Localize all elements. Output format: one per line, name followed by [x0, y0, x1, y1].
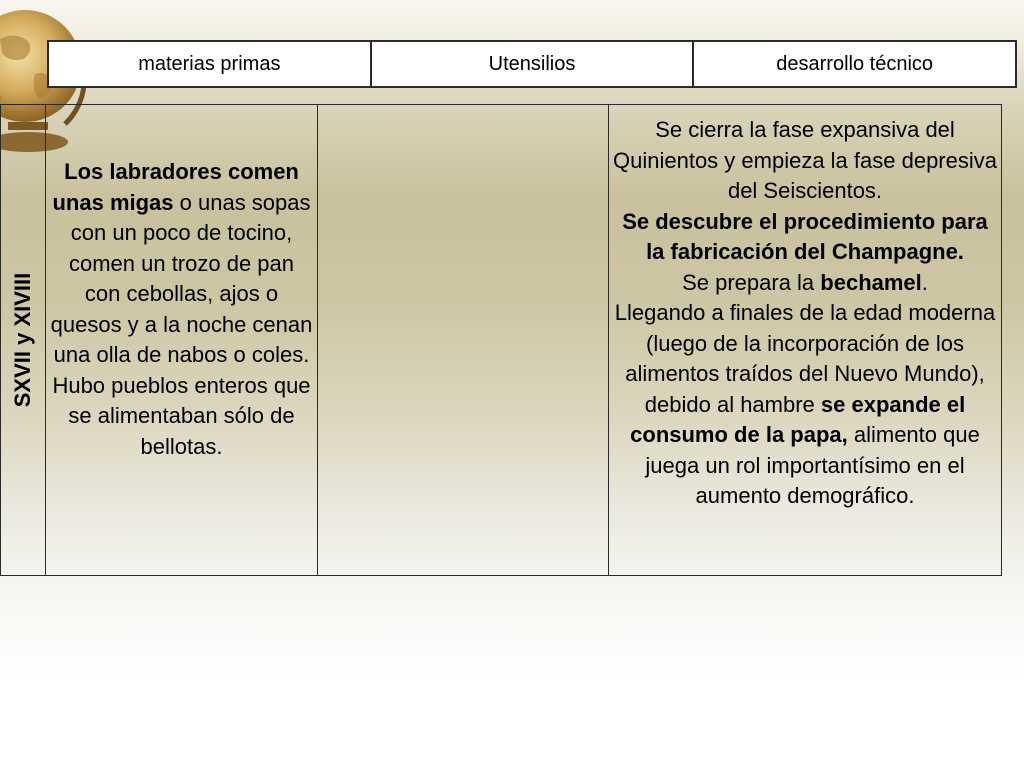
header-materias-primas: materias primas	[48, 41, 371, 87]
desarrollo-p1: Se cierra la fase expansiva del Quinientos y empieza la fase depresiva del Seiscientos.	[613, 117, 997, 203]
desarrollo-p3-bold: bechamel	[820, 269, 922, 295]
desarrollo-tecnico-cell	[609, 105, 1002, 576]
desarrollo-p2-bold: Se descubre el procedimiento para la fabricación del Champagne.	[622, 208, 988, 264]
utensilios-cell	[318, 105, 609, 576]
header-desarrollo-tecnico: desarrollo técnico	[693, 41, 1016, 87]
desarrollo-p4-pre: Llegando a finales de la edad moderna (luego de la incorporación de los alimentos traídos del Nuevo Mundo), debido al hambre	[614, 300, 996, 417]
materias-primas-text: o unas sopas con un poco de tocino, comen un trozo de pan con cebollas, ajos o quesos y a la noche cenan una olla de nabos o coles.	[50, 189, 313, 367]
desarrollo-p4-bold: se expande el consumo de la papa,	[630, 391, 966, 447]
desarrollo-p3-post: .	[921, 269, 928, 295]
header-utensilios: Utensilios	[371, 41, 694, 87]
materias-primas-text-2: Hubo pueblos enteros que se alimentaban sólo de bellotas.	[52, 372, 311, 459]
content-table	[0, 104, 1002, 576]
period-cell	[1, 105, 46, 576]
desarrollo-p3-pre: Se prepara la	[682, 269, 821, 295]
materias-primas-cell	[46, 105, 318, 576]
materias-primas-bold-intro: Los labradores comen unas migas	[52, 159, 299, 215]
period-label: SXVII y XIVIII	[9, 272, 35, 408]
header-table	[47, 40, 1017, 88]
desarrollo-p4-post: alimento que juega un rol importantísimo en el aumento demográfico.	[645, 422, 980, 508]
